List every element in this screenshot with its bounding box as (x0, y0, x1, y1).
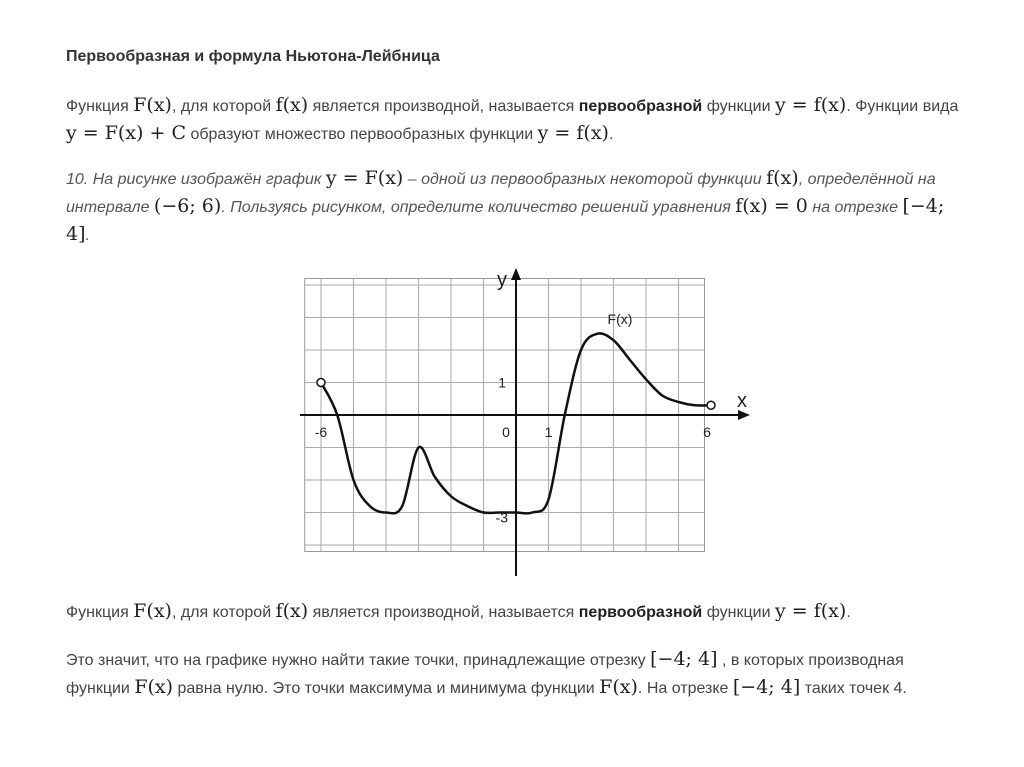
math: F(x) (134, 676, 174, 698)
text: является производной, называется (308, 98, 579, 115)
math: y = f(x) (775, 600, 847, 622)
x-tick-label: 0 (502, 424, 510, 440)
open-endpoint (707, 401, 715, 409)
text: образуют множество первообразных функции (186, 126, 538, 143)
math: F(x) (133, 600, 172, 622)
curve-label: F(x) (607, 311, 633, 327)
math: [−4; 4] (66, 195, 945, 245)
text: . (608, 126, 614, 143)
x-tick-label: 6 (703, 424, 711, 440)
definition-repeat-paragraph (66, 598, 966, 626)
math: f(x) (275, 600, 309, 622)
task-paragraph (66, 165, 966, 249)
text: является производной, называется (308, 604, 579, 621)
text: 10. На рисунке изображён график (66, 171, 326, 188)
text: Это значит, что на графике нужно найти такие точки, принадлежащие отрезку (66, 652, 651, 669)
text: функции (702, 604, 775, 621)
math: y = F(x) (325, 167, 404, 189)
text: – одной из первообразных некоторой функции (403, 171, 767, 188)
math: [−4; 4] (732, 676, 801, 698)
math: f(x) = 0 (735, 195, 808, 217)
math: f(x) (275, 94, 309, 116)
definition-paragraph (66, 92, 966, 148)
math: y = F(x) + C (66, 122, 186, 144)
text: функции (702, 98, 775, 115)
math: y = f(x) (775, 94, 847, 116)
y-axis-arrow (511, 268, 521, 280)
math: F(x) (133, 94, 172, 116)
y-tick-label: -3 (495, 509, 508, 526)
text: на отрезке (807, 199, 903, 216)
math: [−4; 4] (650, 648, 718, 670)
math: F(x) (599, 676, 638, 698)
open-endpoint (317, 379, 325, 387)
math: (−6; 6) (153, 195, 222, 217)
text: , в которых производная функции (66, 652, 904, 697)
explanation-paragraph (66, 646, 966, 702)
y-axis-label: y (497, 269, 507, 291)
x-tick-label: -6 (314, 424, 328, 440)
x-axis-label: x (737, 390, 747, 412)
y-tick-label: 1 (498, 374, 506, 391)
function-graph (290, 262, 760, 582)
text: Функция (66, 98, 134, 115)
text: . На отрезке (637, 680, 733, 697)
text: таких точек 4. (800, 680, 907, 697)
x-tick-label: 1 (544, 424, 553, 440)
text: , для которой (171, 604, 276, 621)
text: , для которой (171, 98, 276, 115)
bold-term: первообразной (578, 604, 703, 621)
text: . (846, 604, 851, 621)
text: . (85, 227, 90, 244)
text: равна нулю. Это точки максимума и минимума функции (173, 680, 600, 697)
math: y = f(x) (537, 122, 609, 144)
text: Функция (66, 604, 134, 621)
bold-term: первообразной (578, 98, 703, 115)
text: . Пользуясь рисунком, определите количество решений уравнения (221, 199, 736, 216)
text: . Функции вида (846, 98, 959, 115)
page-title: Первообразная и формула Ньютона-Лейбница (66, 48, 440, 65)
math: f(x) (766, 167, 799, 189)
text: , определённой на интервале (66, 171, 936, 216)
